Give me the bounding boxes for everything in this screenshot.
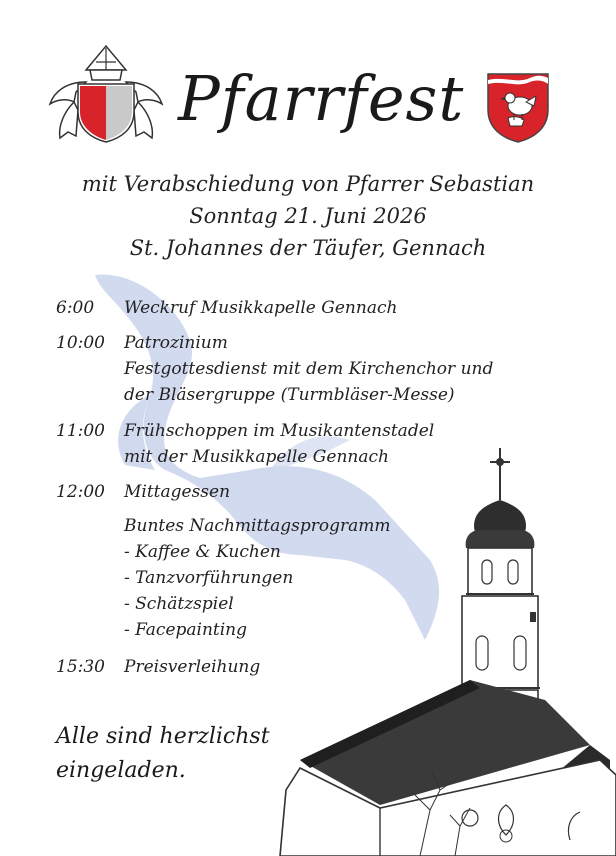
schedule-line: Festgottesdienst mit dem Kirchenchor und	[124, 359, 494, 379]
schedule-line: Frühschoppen im Musikantenstadel	[124, 421, 435, 441]
event-date: Sonntag 21. Juni 2026	[189, 204, 427, 228]
subtitle-farewell: mit Verabschiedung von Pfarrer Sebastian	[81, 172, 535, 196]
schedule-line: Mittagessen	[124, 482, 231, 502]
closing-invitation	[56, 720, 270, 788]
schedule-time: 11:00	[56, 421, 105, 441]
schedule-time: 10:00	[56, 333, 105, 353]
schedule-line: - Schätzspiel	[124, 594, 234, 614]
schedule-line: Preisverleihung	[124, 657, 261, 677]
schedule-line: mit der Musikkapelle Gennach	[124, 447, 389, 467]
schedule-time: 6:00	[56, 298, 95, 318]
schedule-line: - Facepainting	[124, 620, 248, 640]
schedule-time: 12:00	[56, 482, 105, 502]
page-title: Pfarrfest	[178, 62, 465, 135]
schedule-line: der Bläsergruppe (Turmbläser-Messe)	[124, 385, 455, 405]
event-location: St. Johannes der Täufer, Gennach	[129, 236, 487, 260]
closing-line: Alle sind herzlichst	[56, 724, 270, 749]
schedule-time: 15:30	[56, 657, 105, 677]
schedule-line: Buntes Nachmittagsprogramm	[124, 516, 391, 536]
schedule-line: - Tanzvorführungen	[124, 568, 294, 588]
schedule-line: Weckruf Musikkapelle Gennach	[124, 298, 398, 318]
schedule-line: Patrozinium	[124, 333, 228, 353]
closing-line: eingeladen.	[56, 758, 186, 783]
schedule-line: - Kaffee & Kuchen	[124, 542, 281, 562]
